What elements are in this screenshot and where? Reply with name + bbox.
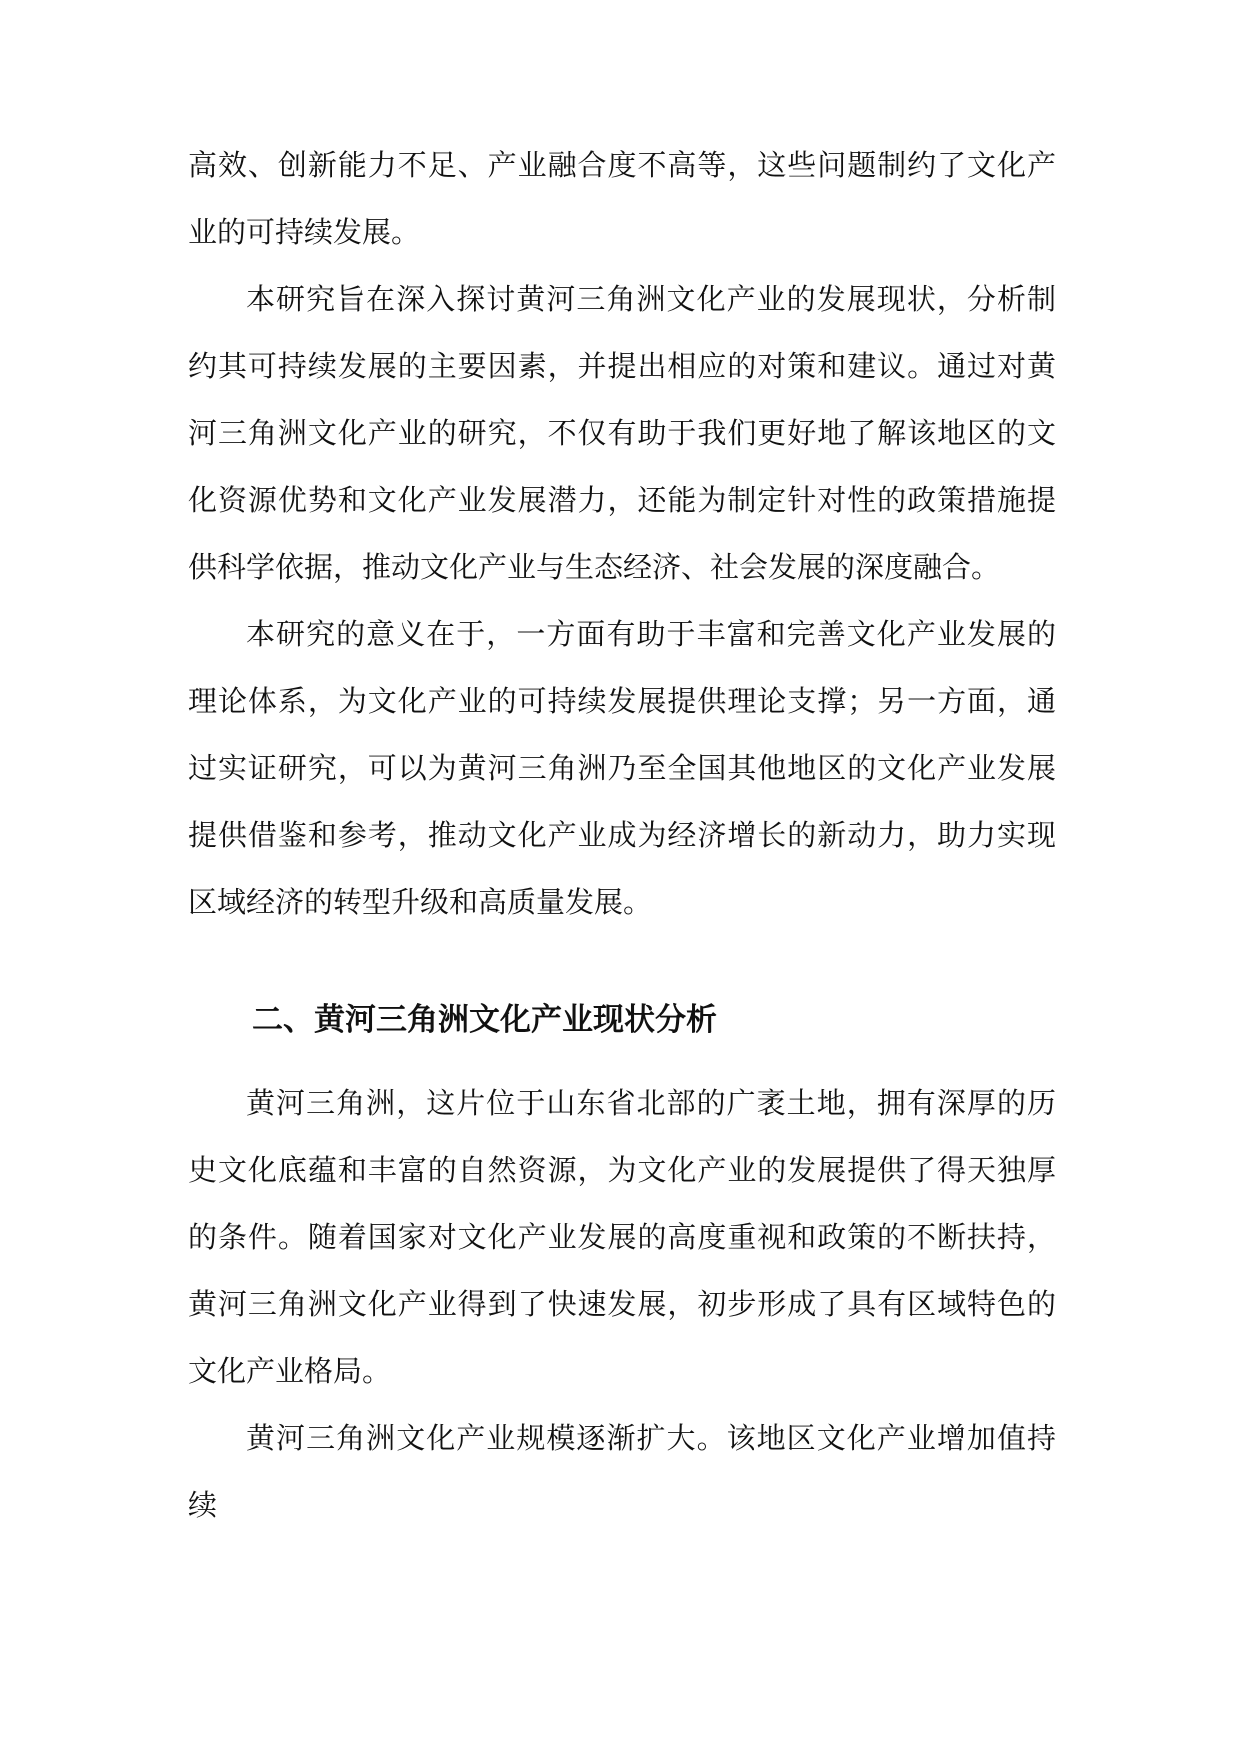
document-body: [188, 132, 1056, 1539]
section-heading: 二、黄河三角洲文化产业现状分析: [252, 1002, 717, 1038]
paragraph-industry-scale: 黄河三角洲文化产业规模逐渐扩大。该地区文化产业增加值持续: [188, 1421, 1056, 1522]
paragraph-research-aim: 本研究旨在深入探讨黄河三角洲文化产业的发展现状，分析制约其可持续发展的主要因素，并提出相应的对策和建议。通过对黄河三角洲文化产业的研究，不仅有助于我们更好地了解该地区的文化资源优势和文化产业发展潜力，还能为制定针对性的政策措施提供科学依据，推动文化产业与生态经济、社会发展的深度融合。: [188, 282, 1056, 584]
paragraph-continued: 高效、创新能力不足、产业融合度不高等，这些问题制约了文化产业的可持续发展。: [188, 148, 1056, 249]
paragraph-research-significance: 本研究的意义在于，一方面有助于丰富和完善文化产业发展的理论体系，为文化产业的可持续发展提供理论支撑；另一方面，通过实证研究，可以为黄河三角洲乃至全国其他地区的文化产业发展提供借鉴和参考，推动文化产业成为经济增长的新动力，助力实现区域经济的转型升级和高质量发展。: [188, 617, 1056, 919]
paragraph-delta-overview: 黄河三角洲，这片位于山东省北部的广袤土地，拥有深厚的历史文化底蕴和丰富的自然资源，为文化产业的发展提供了得天独厚的条件。随着国家对文化产业发展的高度重视和政策的不断扶持，黄河三角洲文化产业得到了快速发展，初步形成了具有区域特色的文化产业格局。: [188, 1086, 1056, 1388]
